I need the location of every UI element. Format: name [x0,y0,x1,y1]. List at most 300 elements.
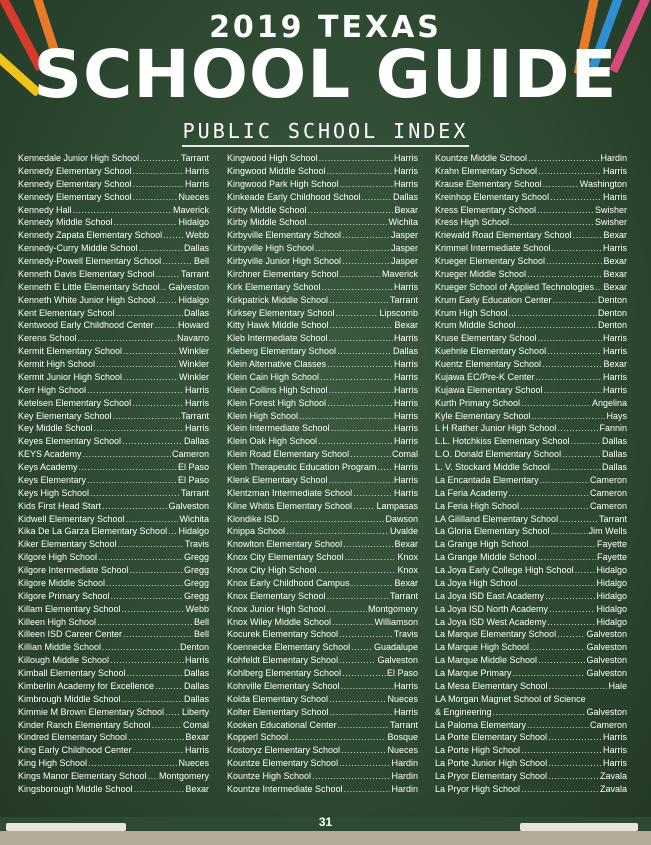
county-name: Harris [394,423,418,434]
list-item [435,179,627,192]
county-name: Galveston [586,668,627,678]
county-name: Hidalgo [596,603,627,614]
dot-leader [509,308,597,318]
school-name: Klein High School [227,410,299,421]
dot-leader [330,707,393,717]
school-name: Knox Junior High School [227,603,326,614]
list-item [435,333,627,346]
dot-leader [336,308,379,318]
county-name: Harris [394,281,418,292]
list-item [18,282,209,295]
county-name: Harris [394,462,418,472]
county-name: Dallas [183,307,209,318]
school-name: Kennedy Elementary School [18,178,132,189]
school-name: Kenneth Davis Elementary School [18,268,155,279]
list-item [435,166,627,179]
county-name: Dallas [601,436,627,447]
list-item [435,269,627,282]
list-item [18,230,209,243]
dot-leader [161,282,168,292]
county-name: Gregg [183,577,209,588]
list-item [18,720,209,733]
school-name: Kolter Elementary School [227,706,329,717]
school-name: La Grange Middle School [435,552,537,563]
dot-leader [97,617,193,627]
school-name: Kirbyville Elementary School [227,230,342,241]
list-item [18,423,209,436]
dot-leader [312,771,390,781]
school-name: Kuehnle Elementary School [435,346,547,357]
dot-leader [331,423,393,433]
school-name: Kilgore Middle School [18,577,106,588]
dot-leader [345,552,397,562]
county-name: Cameron [589,500,627,511]
dot-leader [342,668,386,678]
list-item [18,217,209,230]
county-name: Fannin [599,423,627,434]
list-item [227,449,418,462]
list-item [18,153,209,166]
county-name: Comal [391,449,418,460]
dot-leader [329,385,393,395]
list-item [227,153,418,166]
school-name: La Joya ISD East Academy [435,590,545,601]
school-name: Knox Elementary School [227,590,326,601]
page-number: 31 [318,815,333,829]
county-name: Travis [184,539,209,550]
county-name: Uvalde [389,526,418,537]
dot-leader [308,217,388,227]
dot-leader [538,333,602,343]
school-name: Kids First Head Start [18,500,102,511]
list-item [435,565,627,578]
dot-leader [520,501,589,511]
school-name: La Feria Academy [435,487,508,498]
list-item [435,604,627,617]
dot-leader [339,655,376,665]
list-item [227,282,418,295]
dot-leader [351,578,394,588]
county-name: Bexar [603,268,627,279]
list-item [435,436,627,449]
dot-leader [517,320,597,330]
county-name: Hidalgo [178,217,209,228]
dot-leader [162,256,193,266]
county-name: Harris [394,333,418,344]
county-name: Bell [193,616,209,627]
list-item [227,462,418,475]
county-name: Swisher [594,217,627,228]
list-item [227,642,418,655]
dot-leader [337,346,392,356]
county-name: Harris [603,371,627,382]
school-name: Klein Collins High School [227,384,328,395]
dot-leader [130,565,183,575]
dot-leader [329,295,389,305]
list-item [435,539,627,552]
list-item [435,359,627,372]
county-name: Harris [185,397,209,408]
school-name: Kimbrough Middle School [18,693,121,704]
school-name: L.O. Donald Elementary School [435,449,562,460]
dot-leader [163,230,185,240]
county-name: Jasper [390,230,418,241]
dot-leader [342,230,390,240]
dot-leader [122,604,185,614]
school-name: Kennedy Elementary School [18,191,132,202]
school-name: La Marque Elementary School [435,629,557,640]
school-name: Krueger Elementary School [435,256,546,266]
list-item [18,359,209,372]
dot-leader [79,462,177,472]
school-name: Knippa School [227,526,286,537]
list-item [227,591,418,604]
county-name: Bexar [185,732,209,743]
list-item [227,514,418,527]
dot-leader [549,681,608,691]
county-name: Galveston [168,281,209,292]
list-item [435,758,627,771]
dot-leader [557,423,598,433]
dot-leader [344,784,391,794]
county-name: Hidalgo [178,526,209,537]
school-name: L.L. Hotchkiss Elementary School [435,436,570,447]
dot-leader [280,514,384,524]
county-name: Tarrant [180,153,209,163]
dot-leader [595,282,603,292]
dot-leader [318,565,397,575]
county-name: Travis [393,629,418,640]
school-name: La Joya ISD North Academy [435,603,549,614]
school-name: Keys Academy [18,462,78,472]
dot-leader [343,539,393,549]
index-column-2 [227,153,418,797]
county-name: Tarrant [389,719,418,730]
county-name: Dallas [601,462,627,472]
county-name: Harris [394,153,418,163]
dot-leader [329,333,393,343]
school-name: Krum Middle School [435,320,516,331]
county-name: Harris [603,243,627,254]
school-name: Kingwood Middle School [227,165,326,176]
dot-leader [544,385,602,395]
school-name: L. V. Stockard Middle School [435,462,550,472]
dot-leader [521,745,602,755]
county-name: Hidalgo [596,565,627,575]
school-name: Krimmel Intermediate School [435,243,551,254]
list-item [18,488,209,501]
county-name: Jasper [390,243,418,254]
county-name: Navarro [176,333,209,344]
list-item [18,642,209,655]
county-name: Hardin [600,153,627,163]
list-item [435,784,627,797]
county-name: Cameron [589,719,627,730]
dot-leader [123,346,178,356]
list-item [227,732,418,745]
dot-leader [536,372,602,382]
dot-leader [353,488,393,498]
school-name: La Mesa Elementary School [435,680,548,691]
county-name: Tarrant [389,294,418,305]
list-item [227,758,418,771]
school-name: La Joya Early College High School [435,565,574,575]
list-item [435,501,627,514]
dot-leader [559,514,598,524]
list-item [227,707,418,720]
dot-leader [338,720,389,730]
list-item [18,578,209,591]
dot-leader [156,295,177,305]
dot-leader [510,217,594,227]
dot-leader [551,526,588,536]
school-name: Kingwood Park High School [227,178,339,189]
school-name: Klein Cain High School [227,371,320,382]
school-name: Kohrville Elementary School [227,680,340,691]
dot-leader [542,359,602,369]
dot-leader [88,758,177,768]
school-name: KEYS Academy [18,449,82,460]
county-name: Harris [394,165,418,176]
dot-leader [156,269,180,279]
county-name: Dallas [183,243,209,254]
dot-leader [553,295,597,305]
list-item [18,707,209,720]
school-name: Klenk Elementary School [227,474,328,485]
county-name: Tarrant [180,268,209,279]
school-name: Kirk Elementary School [227,281,321,292]
dot-leader [329,694,386,704]
list-item [435,552,627,565]
dot-leader [551,462,601,472]
dot-leader [165,707,181,717]
dot-leader [538,552,596,562]
school-name: Kenneth White Junior High School [18,294,156,305]
school-name: Kilgore High School [18,552,98,563]
list-item [435,526,627,539]
list-item [435,681,627,694]
county-name: Dallas [392,346,418,357]
county-name: Bell [193,256,209,266]
list-item [18,166,209,179]
county-name: Harris [185,745,209,756]
school-name: Kimball Elementary School [18,668,126,678]
dot-leader [350,449,391,459]
dot-leader [134,784,185,794]
list-item [435,295,627,308]
dot-leader [571,436,601,446]
county-name: Harris [394,487,418,498]
list-item [435,668,627,681]
county-name: Fayette [596,539,627,550]
school-name: La Pryor High School [435,783,521,794]
county-name: Harris [394,397,418,408]
school-name: Keys High School [18,487,90,498]
school-name: Kirkpatrick Middle School [227,294,329,305]
county-name: Montgomery [158,771,209,781]
list-item [435,707,627,720]
school-name: Killeen High School [18,616,97,627]
county-name: Dallas [601,449,627,460]
county-name: Harris [394,474,418,485]
county-name: Bell [193,629,209,640]
list-item [227,243,418,256]
dot-leader [362,192,392,202]
dot-leader [133,166,184,176]
county-name: Webb [185,603,209,614]
list-item [435,720,627,733]
school-name: Knowlton Elementary School [227,539,343,550]
county-name: Tarrant [180,487,209,498]
county-name: Dallas [183,680,209,691]
county-name: Nueces [178,191,209,202]
school-name: Keys Elementary [18,474,87,485]
county-name: Harris [185,384,209,395]
list-item [435,475,627,488]
dot-leader [546,256,602,266]
dot-leader [550,192,602,202]
dot-leader [519,578,596,588]
school-name: Kujawa EC/Pre-K Center [435,371,535,382]
school-name: Klein Road Elementary School [227,449,350,460]
county-name: Hidalgo [596,616,627,627]
dot-leader [123,629,193,639]
list-item [18,256,209,269]
list-item [18,745,209,758]
dot-leader [315,243,390,253]
county-name: Galveston [586,642,627,653]
list-item [227,333,418,346]
dot-leader [148,771,158,781]
dot-leader [133,179,184,189]
dot-leader [493,707,586,717]
dot-leader [538,166,602,176]
county-name: Bexar [603,230,627,241]
list-item [18,308,209,321]
list-item [435,372,627,385]
list-item [227,230,418,243]
footer [0,817,651,845]
county-name: Harris [603,191,627,202]
county-name: Knox [397,552,418,563]
dot-leader [327,604,367,614]
school-name: Kohlberg Elementary School [227,668,342,678]
list-item [227,784,418,797]
school-name: Krause Elementary School [435,178,542,189]
dot-leader [114,217,178,227]
school-name: Kohfeldt Elementary School [227,655,339,666]
dot-leader [330,320,394,330]
county-name: Bosque [387,732,418,743]
list-item [18,333,209,346]
school-name: Kirchner Elementary School [227,268,339,279]
county-name: Lampasas [376,500,418,511]
school-name: Kurth Primary School [435,397,521,408]
county-name: Maverick [381,268,418,279]
dot-leader [322,282,393,292]
school-name: La Encantada Elementary [435,474,539,485]
dot-leader [113,411,180,421]
dot-leader [528,153,599,163]
school-name: La Gloria Elementary School [435,526,550,537]
list-item [18,320,209,333]
county-name: Galveston [586,706,627,717]
school-name: Kennedy-Curry Middle School [18,243,138,254]
school-name: Klondike ISD [227,513,280,524]
dot-leader [128,732,184,742]
county-name: Maverick [172,204,209,215]
school-name: Kennedale Junior High School [18,153,140,163]
county-name: Galveston [586,629,627,640]
school-name: Kennedy-Powell Elementary School [18,256,162,266]
list-item [435,617,627,630]
dot-leader [98,552,183,562]
list-item [227,217,418,230]
dot-leader [547,617,595,627]
school-name: Kilgore Primary School [18,590,110,601]
dot-leader [351,642,373,652]
county-name: Bexar [185,783,209,794]
list-item [227,565,418,578]
dot-leader [152,720,182,730]
school-name: Kerr High School [18,384,87,395]
county-name: Cameron [589,474,627,485]
list-item [227,745,418,758]
county-name: Howard [177,320,209,331]
list-item [18,629,209,642]
county-name: Swisher [594,204,627,215]
school-name: Killian Middle School [18,642,102,653]
dot-leader [549,604,595,614]
county-name: Harris [394,384,418,395]
county-name: Bexar [603,281,627,292]
school-name: Kennedy Zapata Elementary School [18,230,163,241]
school-name: La Marque Middle School [435,655,538,666]
list-item [18,604,209,617]
county-name: Dawson [385,513,418,524]
county-name: Dallas [183,693,209,704]
school-name: Kimberlin Academy for Excellence [18,680,155,691]
dot-leader [340,179,393,189]
county-name: Dallas [392,191,418,202]
dot-leader [353,501,375,511]
school-name: Kirbyville Junior High School [227,256,342,266]
school-name: Kirby Middle School [227,217,307,228]
dot-leader [155,320,177,330]
list-item [435,488,627,501]
list-item [18,539,209,552]
list-item [435,385,627,398]
list-item [18,205,209,218]
list-item [227,166,418,179]
county-name: Hays [606,410,627,421]
school-name: Kermit Junior High School [18,371,123,382]
school-name: Krueger School of Applied Technologies [435,281,594,292]
county-name: Harris [603,333,627,344]
county-name: Gregg [183,552,209,563]
header [0,0,651,150]
dot-leader [548,758,602,768]
list-item [435,398,627,411]
county-name: Hardin [391,758,418,769]
school-name: Knox Wiley Middle School [227,616,332,627]
school-name: Kindred Elementary School [18,732,128,743]
school-name: Ketelsen Elementary School [18,397,132,408]
county-name: Harris [185,655,209,666]
guide-year: 2019 TEXAS [209,10,442,45]
school-name: Knox City High School [227,565,317,575]
school-name: Kress High School [435,217,510,228]
